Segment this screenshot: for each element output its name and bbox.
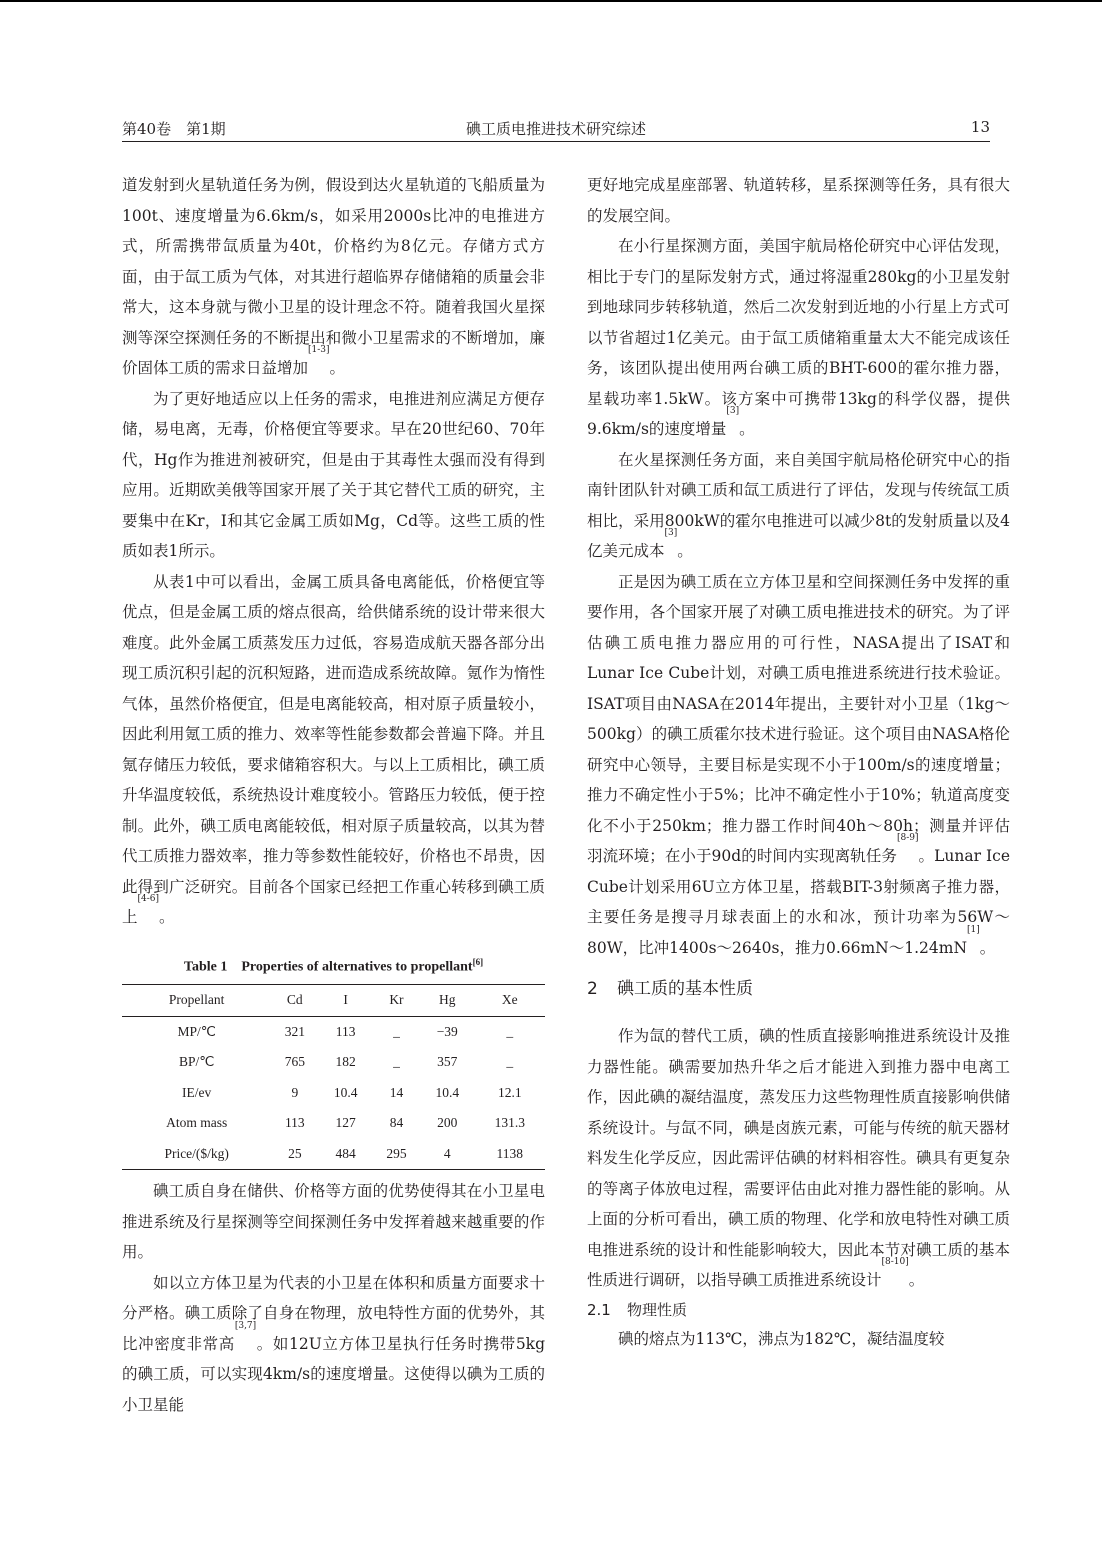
table-cell: 484 [335,1145,356,1161]
citation: [6] [472,956,484,967]
citation: [4-6] [137,894,160,904]
section-title: 碘工质的基本性质 [617,979,753,999]
left-column [122,170,545,1420]
page-number: 13 [970,118,990,136]
citation: [8-9] [896,833,919,843]
table-cell: 10.4 [435,1084,460,1100]
citation: [3] [726,406,740,416]
table-caption: Table 1 Properties of alternatives to propellant[6] [183,956,484,975]
paragraph: 正是因为碘工质在立方体卫星和空间探测任务中发挥的重要作用，各个国家开展了对碘工质电推进技术的研究。为了评估碘工质电推力器应用的可行性，NASA提出了ISAT和Lunar Ice Cube计划，对碘工质电推进系统进行技术验证。ISAT项目由NASA在2014年提出，主要针对小卫星（1kg～500kg）的碘工质霍尔技术进行验证。这个项目由NASA格伦研究中心领导，主要目标是实现不小于100m/s的速度增量；推力不确定性小于5%；比冲不确定性小于10%；轨道高度变化不小于250km；推力器工作时间40h～80h；测量并评估羽流环境；在小于90d的时间内实现离轨任务[8-9]。Lunar Ice Cube计划采用6U立方体卫星，搭载BIT-3射频离子推力器，主要任务是搜寻月球表面上的水和冰，预计功率为56W～80W，比冲1400s～2640s，推力0.66mN～1.24mN[1]。 [587,572,1011,957]
table-cell: 14 [389,1084,404,1100]
table-header-row [122,985,545,1017]
table-cell: 765 [284,1054,305,1070]
table-cell: IE/ev [182,1084,212,1100]
paragraph: 在小行星探测方面，美国宇航局格伦研究中心评估发现，相比于专门的星际发射方式，通过将湿重280kg的小卫星发射到地球同步转移轨道，然后二次发射到近地的小行星上方式可以节省超过1亿美元。由于氙工质储箱重量太大不能完成该任务，该团队提出使用两台碘工质的BHT-600的霍尔推力器，星载功率1.5kW。该方案中可携带13kg的科学仪器，提供9.6km/s的速度增量[3]。 [587,237,1010,438]
table-row [122,1139,545,1170]
paragraph: 作为氙的替代工质，碘的性质直接影响推进系统设计及推力器性能。碘需要加热升华之后才能进入到推力器中电离工作，因此碘的凝结温度，蒸发压力这些物理性质直接影响供储系统设计。与氙不同，碘是卤族元素，可能与传统的航天器材料发生化学反应，因此需评估碘的材料相容性。碘具有更复杂的等离子体放电过程，需要评估由此对推力器性能的影响。从上面的分析可看出，碘工质的物理、化学和放电特性对碘工质电推进系统的设计和性能影响较大，因此本节对碘工质的基本性质进行调研，以指导碘工质推进系统设计[8-10]。 [587,1027,1010,1289]
table-cell: 200 [437,1115,458,1131]
column-header: Kr [389,992,404,1008]
top-border-line [0,0,1102,2]
column-header: Xe [501,992,518,1008]
paragraph: 碘的熔点为113℃，沸点为182℃，凝结温度较 [618,1329,945,1348]
section-number: 2 [587,979,598,999]
table-cell: 182 [335,1054,356,1070]
citation: [3,7] [234,1320,257,1331]
table-cell: 10.4 [333,1084,358,1100]
paragraph: 在火星探测任务方面，来自美国宇航局格伦研究中心的指南针团队针对碘工质和氙工质进行了评估，发现与传统氙工质相比，采用800kW的霍尔电推进可以减少8t的发射质量以及4亿美元成本[3]。 [587,450,1010,560]
table-cell: Atom mass [166,1115,228,1131]
subsection-number: 2.1 [587,1300,611,1319]
citation: [3] [664,528,678,538]
table-cell: Price/($/kg) [164,1145,229,1161]
table-cell: 25 [288,1145,302,1161]
table-cell: 357 [437,1054,458,1070]
table-cell: 321 [284,1023,305,1039]
right-column [587,170,1010,1354]
table-cell: _ [393,1054,400,1070]
table-cell: 84 [389,1115,404,1131]
paragraph: 如以立方体卫星为代表的小卫星在体积和质量方面要求十分严格。碘工质除了自身在物理，放电特性方面的优势外，其比冲密度非常高[3,7]。如12U立方体卫星执行任务时携带5kg的碘工质，可以实现4km/s的速度增量。这使得以碘为工质的小卫星能 [122,1273,545,1414]
column-header: I [343,992,348,1008]
section-heading [587,975,1010,1003]
properties-table [122,984,545,1170]
properties-table-block [122,951,545,1171]
table-row [122,1078,545,1109]
header-rule [122,141,990,142]
citation: [8-10] [881,1257,909,1267]
table-cell: 127 [335,1115,356,1131]
table-cell: 1138 [496,1145,524,1161]
paragraph: 碘工质自身在储供、价格等方面的优势使得其在小卫星电推进系统及行星探测等空间探测任务中发挥着越来越重要的作用。 [122,1182,545,1262]
subsection-title: 物理性质 [627,1300,688,1319]
table-row [122,1108,545,1139]
subsection-heading [587,1296,1010,1324]
column-header: Propellant [168,992,225,1008]
table-cell: 113 [335,1023,356,1039]
table-cell: BP/℃ [178,1054,215,1070]
table-cell: 113 [284,1115,305,1131]
table-cell: 295 [386,1145,407,1161]
table-cell: −39 [436,1023,458,1039]
paragraph: 从表1中可以看出，金属工质具备电离能低，价格便宜等优点，但是金属工质的熔点很高，给供储系统的设计带来很大难度。此外金属工质蒸发压力过低，容易造成航天器各部分出现工质沉积引起的沉积短路，进而造成系统故障。氪作为惰性气体，虽然价格便宜，但是电离能较高，相对原子质量较小，因此利用氪工质的推力、效率等性能参数都会普遍下降。并且氪存储压力较低，要求储箱容积大。与以上工质相比，碘工质升华温度较低，系统热设计难度较小。管路压力较低，便于控制。此外，碘工质电离能较低，相对原子质量较高，以其为替代工质推力器效率，推力等参数性能较好，价格也不昂贵，因此得到广泛研究。目前各个国家已经把工作重心转移到碘工质上[4-6]。 [122,572,545,926]
table-row [122,1016,545,1047]
table-cell: _ [506,1054,514,1070]
table-cell: 12.1 [497,1084,522,1100]
table-cell: 131.3 [494,1115,525,1131]
column-header: Cd [286,992,303,1008]
table-cell: _ [506,1023,514,1039]
table-cell: 9 [291,1084,299,1100]
paragraph: 道发射到火星轨道任务为例，假设到达火星轨道的飞船质量为100t、速度增量为6.6km/s，如采用2000s比冲的电推进方式，所需携带氙质量为40t，价格约为8亿元。存储方式方面，由于氙工质为气体，对其进行超临界存储储箱的质量会非常大，这本身就与微小卫星的设计理念不符。随着我国火星探测等深空探测任务的不断提出和微小卫星需求的不断增加，廉价固体工质的需求日益增加[1-3]。 [122,176,545,377]
column-header: Hg [439,992,456,1008]
running-header [122,118,990,142]
table-row [122,1047,545,1078]
paragraph: 为了更好地适应以上任务的需求，电推进剂应满足方便存储，易电离，无毒，价格便宜等要求。早在20世纪60、70年代，Hg作为推进剂被研究，但是由于其毒性太强而没有得到应用。近期欧美俄等国家开展了关于其它替代工质的研究，主要集中在Kr，I和其它金属工质如Mg，Cd等。这些工质的性质如表1所示。 [122,389,545,560]
table-cell: MP/℃ [177,1023,216,1039]
citation: [1-3] [308,345,330,355]
running-title: 碘工质电推进技术研究综述 [465,120,646,138]
table-cell: 4 [443,1145,451,1161]
journal-volume-issue: 第40卷 第1期 [122,120,226,138]
paragraph: 更好地完成星座部署、轨道转移，星系探测等任务，具有很大的发展空间。 [587,176,1010,225]
table-cell: _ [393,1023,400,1039]
citation: [1] [967,924,980,935]
